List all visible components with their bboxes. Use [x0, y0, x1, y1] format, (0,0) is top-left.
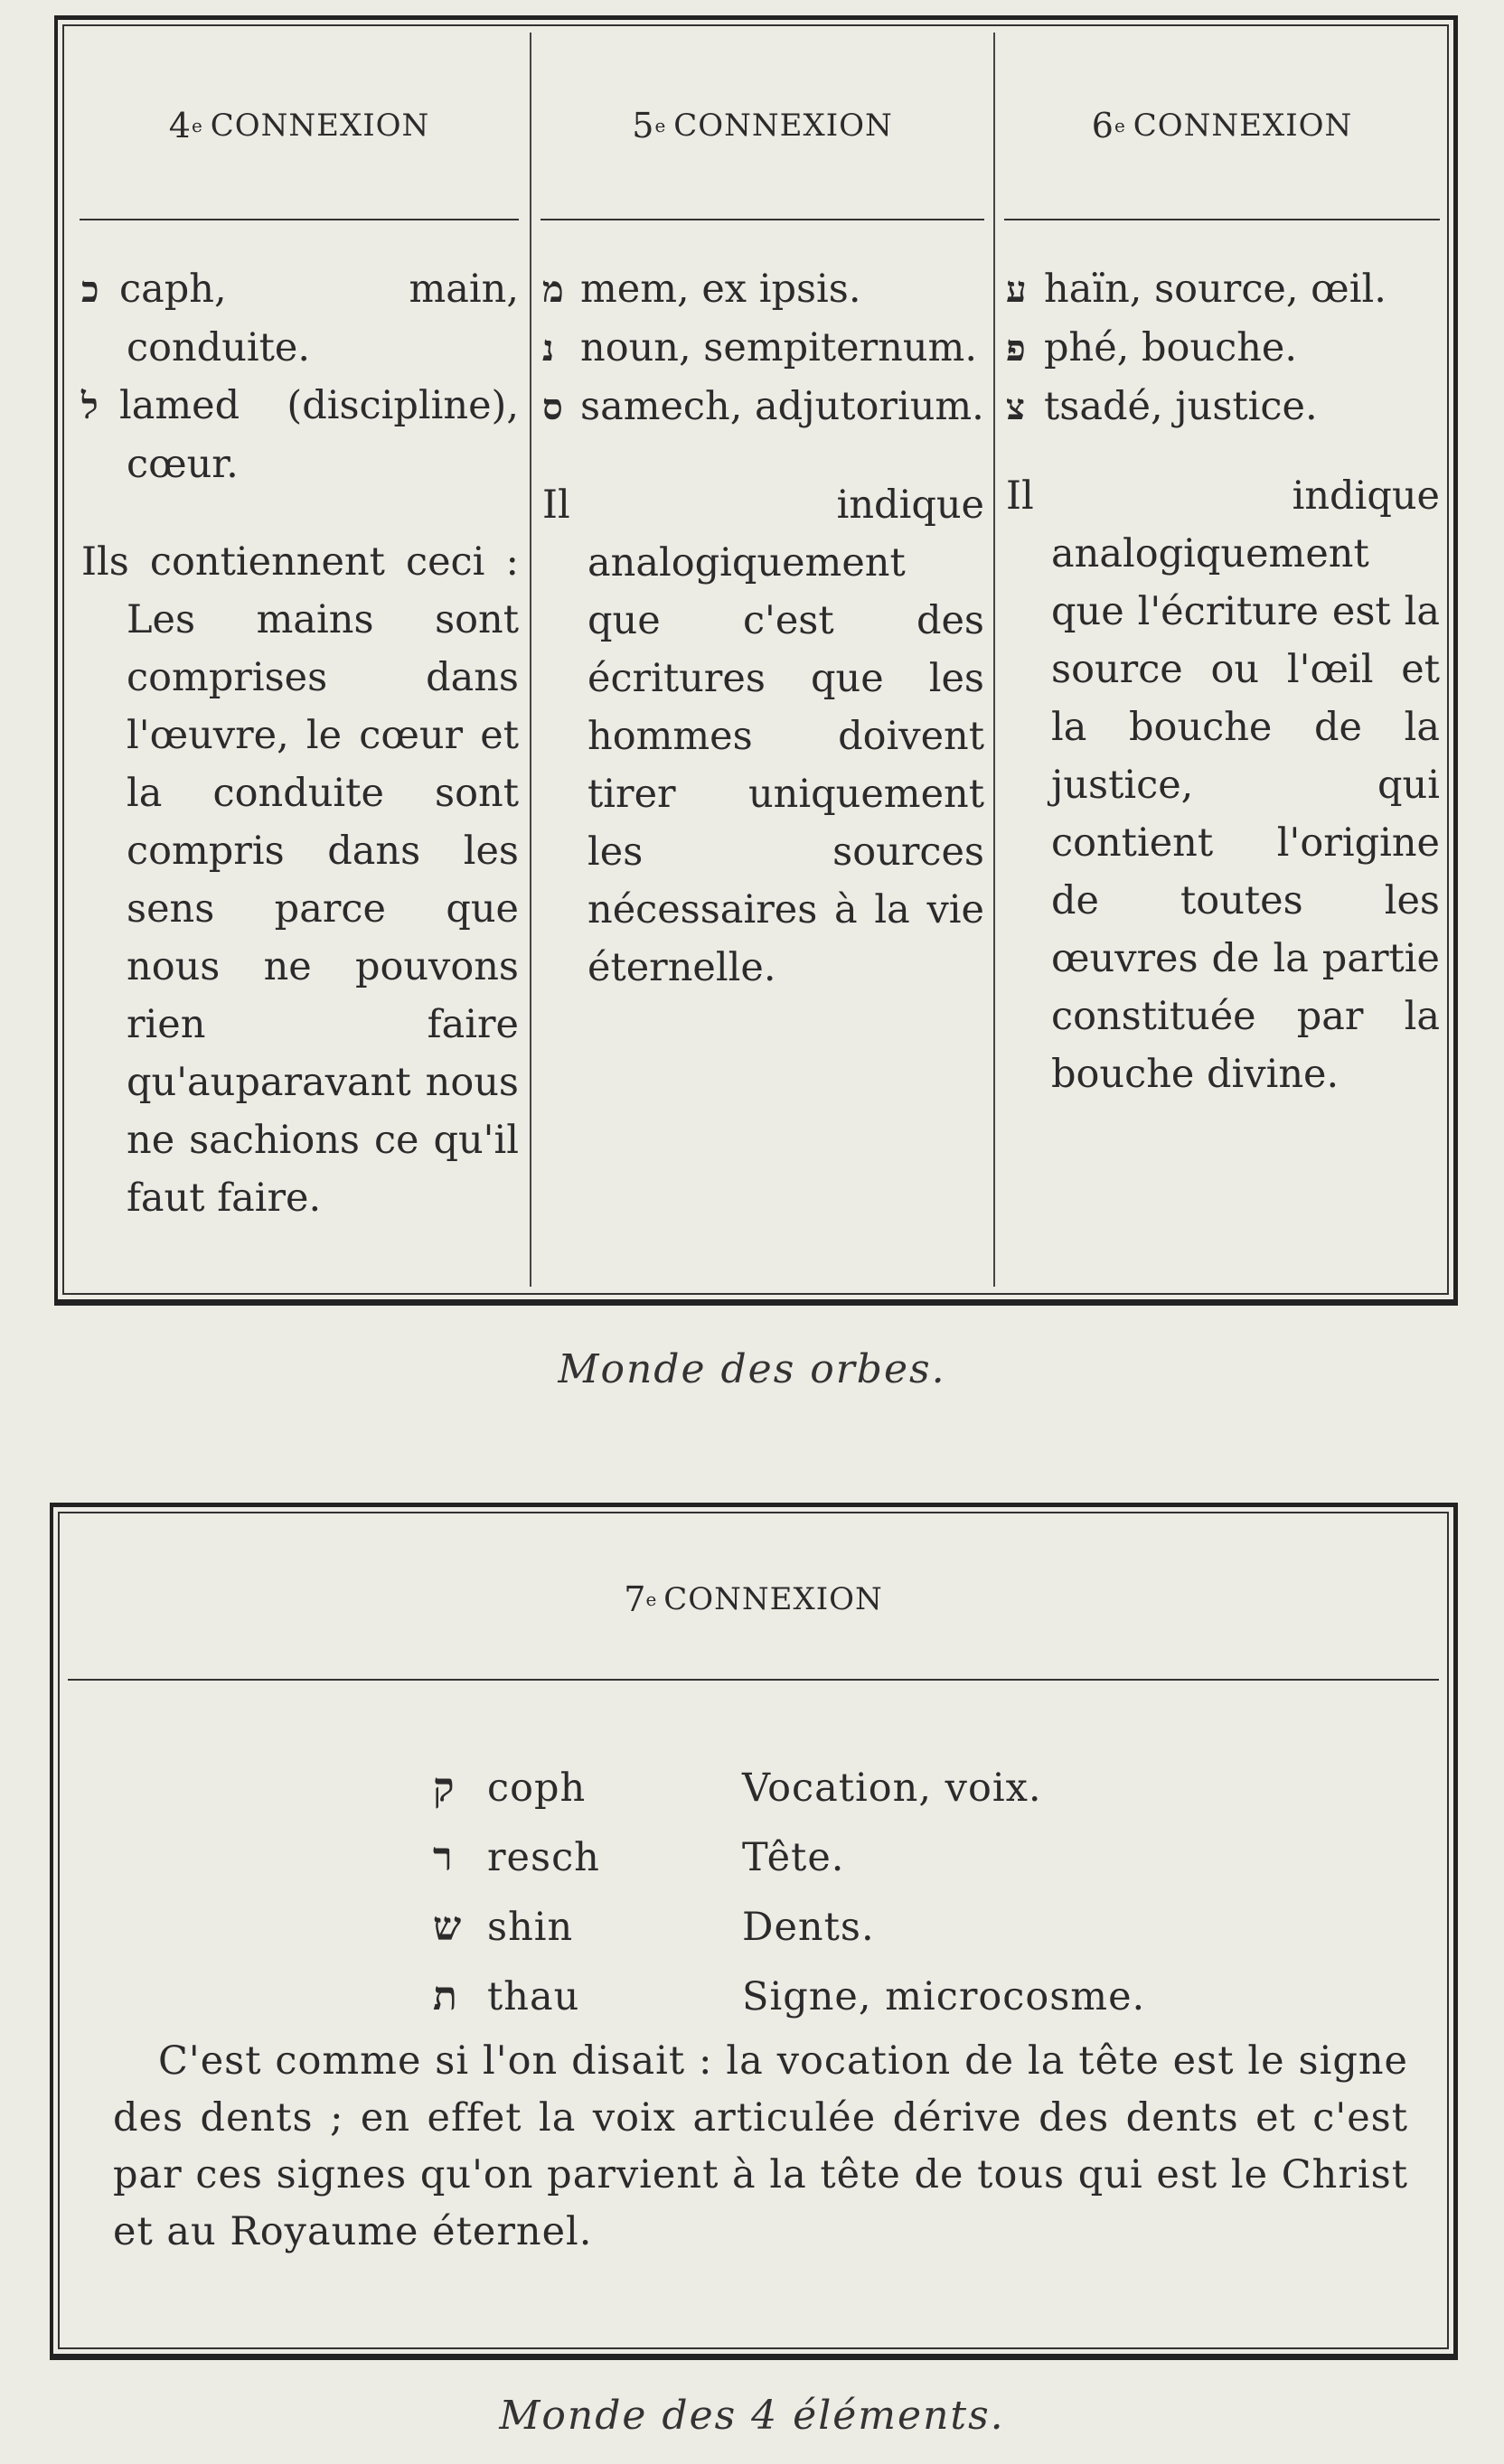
letter-list — [433, 1753, 1145, 2031]
ordinal-suffix: e — [191, 115, 203, 136]
letter-meaning: Vocation, voix. — [742, 1765, 1042, 1811]
connexions-table — [54, 15, 1458, 1306]
header-title: CONNEXION — [210, 108, 430, 144]
letter-entry — [1006, 319, 1440, 378]
hebrew-letter: כ — [81, 268, 99, 311]
list-item — [433, 1962, 1145, 2031]
letter-meaning: Dents. — [742, 1904, 875, 1950]
header-title: CONNEXION — [1133, 108, 1353, 144]
entry-text: phé, bouche. — [1044, 325, 1298, 370]
hebrew-letter: ל — [81, 385, 99, 427]
hebrew-letter: צ — [1006, 386, 1025, 428]
entry-text: haïn, source, œil. — [1044, 267, 1386, 312]
seventh-connexion-table — [50, 1503, 1458, 2360]
letter-entry — [542, 378, 984, 436]
caption-monde-des-4-elements: Monde des 4 éléments. — [499, 2393, 1005, 2439]
list-item — [433, 1892, 1145, 1962]
ordinal-suffix: e — [654, 115, 667, 136]
letter-meaning: Tête. — [742, 1834, 845, 1880]
column-paragraph: Il indique analogiquement que l'écriture est la source ou l'œil et la bouche de la justice, qui contient l'origine de toutes les œuvres de la partie constituée par la bouche divine. — [1006, 473, 1440, 1097]
letter-name: shin — [487, 1904, 574, 1950]
hebrew-letter: פ — [1006, 327, 1026, 370]
ordinal-suffix: e — [1114, 115, 1126, 136]
list-item — [433, 1753, 1145, 1822]
column-6th-connexion — [993, 33, 1449, 1287]
entry-text: tsadé, justice. — [1044, 384, 1318, 429]
hebrew-letter: ר — [433, 1834, 453, 1880]
column-header — [1004, 33, 1440, 220]
ordinal: 7 — [624, 1579, 646, 1619]
header-title: CONNEXION — [663, 1581, 883, 1617]
hebrew-letter: ס — [542, 386, 563, 428]
column-5th-connexion — [530, 33, 993, 1287]
ordinal: 4 — [168, 106, 192, 145]
letter-entry — [81, 377, 519, 493]
column-4th-connexion — [70, 33, 528, 1287]
letter-meaning: Signe, microcosme. — [742, 1973, 1146, 2019]
list-item — [433, 1822, 1145, 1892]
letter-entry — [542, 260, 984, 319]
entry-text: noun, sempiternum. — [580, 325, 977, 370]
letter-name: coph — [487, 1765, 587, 1811]
letter-entry — [81, 260, 519, 377]
hebrew-letter: ע — [1006, 268, 1027, 311]
column-header — [540, 33, 984, 220]
column-paragraph: Il indique analogiquement que c'est des écritures que les hommes doivent tirer uniquement les sources nécessaires à la vie éternelle. — [542, 482, 984, 990]
entry-text: lamed (discipline), cœur. — [119, 383, 519, 487]
letter-entry — [542, 319, 984, 378]
hebrew-letter: נ — [542, 327, 555, 370]
entry-text: caph, main, conduite. — [119, 267, 519, 370]
letter-name: thau — [487, 1973, 580, 2019]
caption-monde-des-orbes: Monde des orbes. — [558, 1346, 946, 1392]
column-paragraph: Ils contiennent ceci : Les mains sont comprises dans l'œuvre, le cœur et la conduite sont compris dans les sens parce que nous ne pouvons rien faire qu'auparavant nous ne sachions ce qu'il faut faire. — [81, 539, 519, 1221]
header-title: CONNEXION — [673, 108, 893, 144]
hebrew-letter: ש — [433, 1904, 462, 1950]
letter-entry — [1006, 260, 1440, 319]
ordinal-suffix: e — [645, 1588, 657, 1610]
hebrew-letter: ת — [433, 1973, 457, 2019]
entry-text: mem, ex ipsis. — [580, 267, 861, 312]
ordinal: 6 — [1091, 106, 1114, 145]
hebrew-letter: ק — [433, 1765, 455, 1811]
letter-entry — [1006, 378, 1440, 436]
column-header — [80, 33, 519, 220]
hebrew-letter: מ — [542, 268, 564, 311]
table-header — [68, 1520, 1439, 1681]
entry-text: samech, adjutorium. — [580, 384, 984, 429]
ordinal: 5 — [632, 106, 655, 145]
explanation-paragraph: C'est comme si l'on disait : la vocation de la tête est le signe des dents ; en effet la voix articulée dérive des dents et c'est par ces signes qu'on parvient à la tête de tous qui est le Christ et au Royaume éternel. — [113, 2038, 1408, 2254]
letter-name: resch — [487, 1834, 600, 1880]
